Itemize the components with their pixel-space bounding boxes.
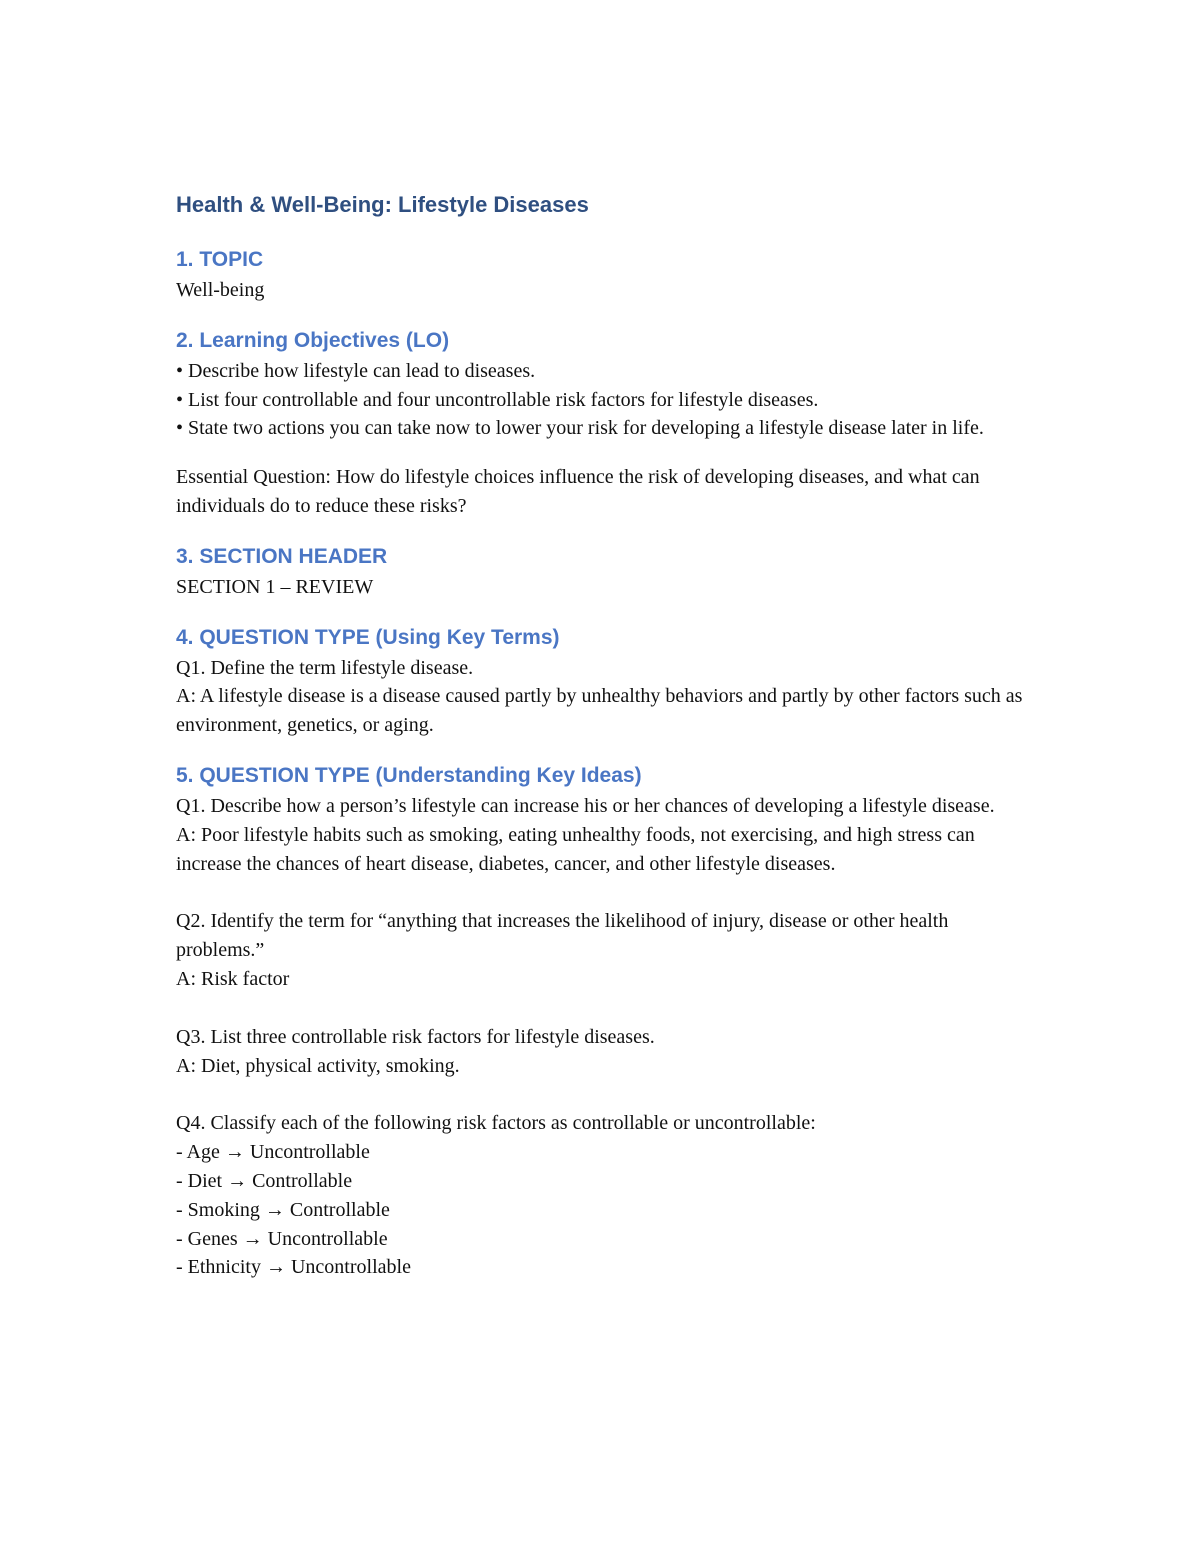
topic-section [176,244,1026,305]
question-text: Q3. List three controllable risk factors for lifestyle diseases. [176,1025,655,1048]
objective-item: • List four controllable and four uncontrollable risk factors for lifestyle diseases. [176,388,819,411]
question-block-q2 [176,907,1026,993]
key-terms-question: Q1. Define the term lifestyle disease. [176,656,474,679]
classification-item: - Smoking → Controllable [176,1198,390,1221]
topic-text: Well-being [176,279,265,301]
key-terms-answer: A: A lifestyle disease is a disease caused partly by unhealthy behaviors and partly by other factors such as environment, genetics, or aging. [176,685,1023,737]
section-header-text: SECTION 1 – REVIEW [176,575,374,598]
question-text: Q2. Identify the term for “anything that increases the likelihood of injury, disease or other health problems.” [176,910,949,962]
answer-text: A: Diet, physical activity, smoking. [176,1054,460,1077]
classification-item: - Age → Uncontrollable [176,1141,370,1164]
question-block-q3 [176,1023,1026,1081]
classification-item: - Diet → Controllable [176,1169,353,1192]
objective-item: • Describe how lifestyle can lead to diseases. [176,359,536,382]
document-page [176,188,1026,1302]
answer-text: A: Risk factor [176,967,290,990]
topic-heading: 1. TOPIC [176,248,264,271]
essential-question: Essential Question: How do lifestyle choices influence the risk of developing diseases, and what can individuals do to reduce these risks? [176,466,980,517]
question-text: Q4. Classify each of the following risk factors as controllable or uncontrollable: [176,1112,816,1135]
section-header-section [176,541,1026,602]
learning-objectives-section [176,325,1026,443]
answer-text: A: Poor lifestyle habits such as smoking, eating unhealthy foods, not exercising, and high stress can increase the chances of heart disease, diabetes, cancer, and other lifestyle diseases. [176,823,975,875]
question-block-q4 [176,1109,1026,1282]
section-header-heading: 3. SECTION HEADER [176,544,388,568]
document-title: Health & Well-Being: Lifestyle Diseases [176,192,589,217]
key-ideas-section [176,760,1026,1282]
key-ideas-heading: 5. QUESTION TYPE (Understanding Key Ideas) [176,763,642,787]
question-block-q1 [176,792,1026,878]
classification-item: - Ethnicity → Uncontrollable [176,1256,411,1279]
key-terms-section [176,622,1026,740]
key-terms-heading: 4. QUESTION TYPE (Using Key Terms) [176,625,560,649]
question-text: Q1. Describe how a person’s lifestyle can increase his or her chances of developing a lifestyle disease. [176,794,995,817]
learning-objectives-heading: 2. Learning Objectives (LO) [176,328,450,352]
classification-item: - Genes → Uncontrollable [176,1227,388,1250]
objective-item: • State two actions you can take now to lower your risk for developing a lifestyle disease later in life. [176,417,984,440]
